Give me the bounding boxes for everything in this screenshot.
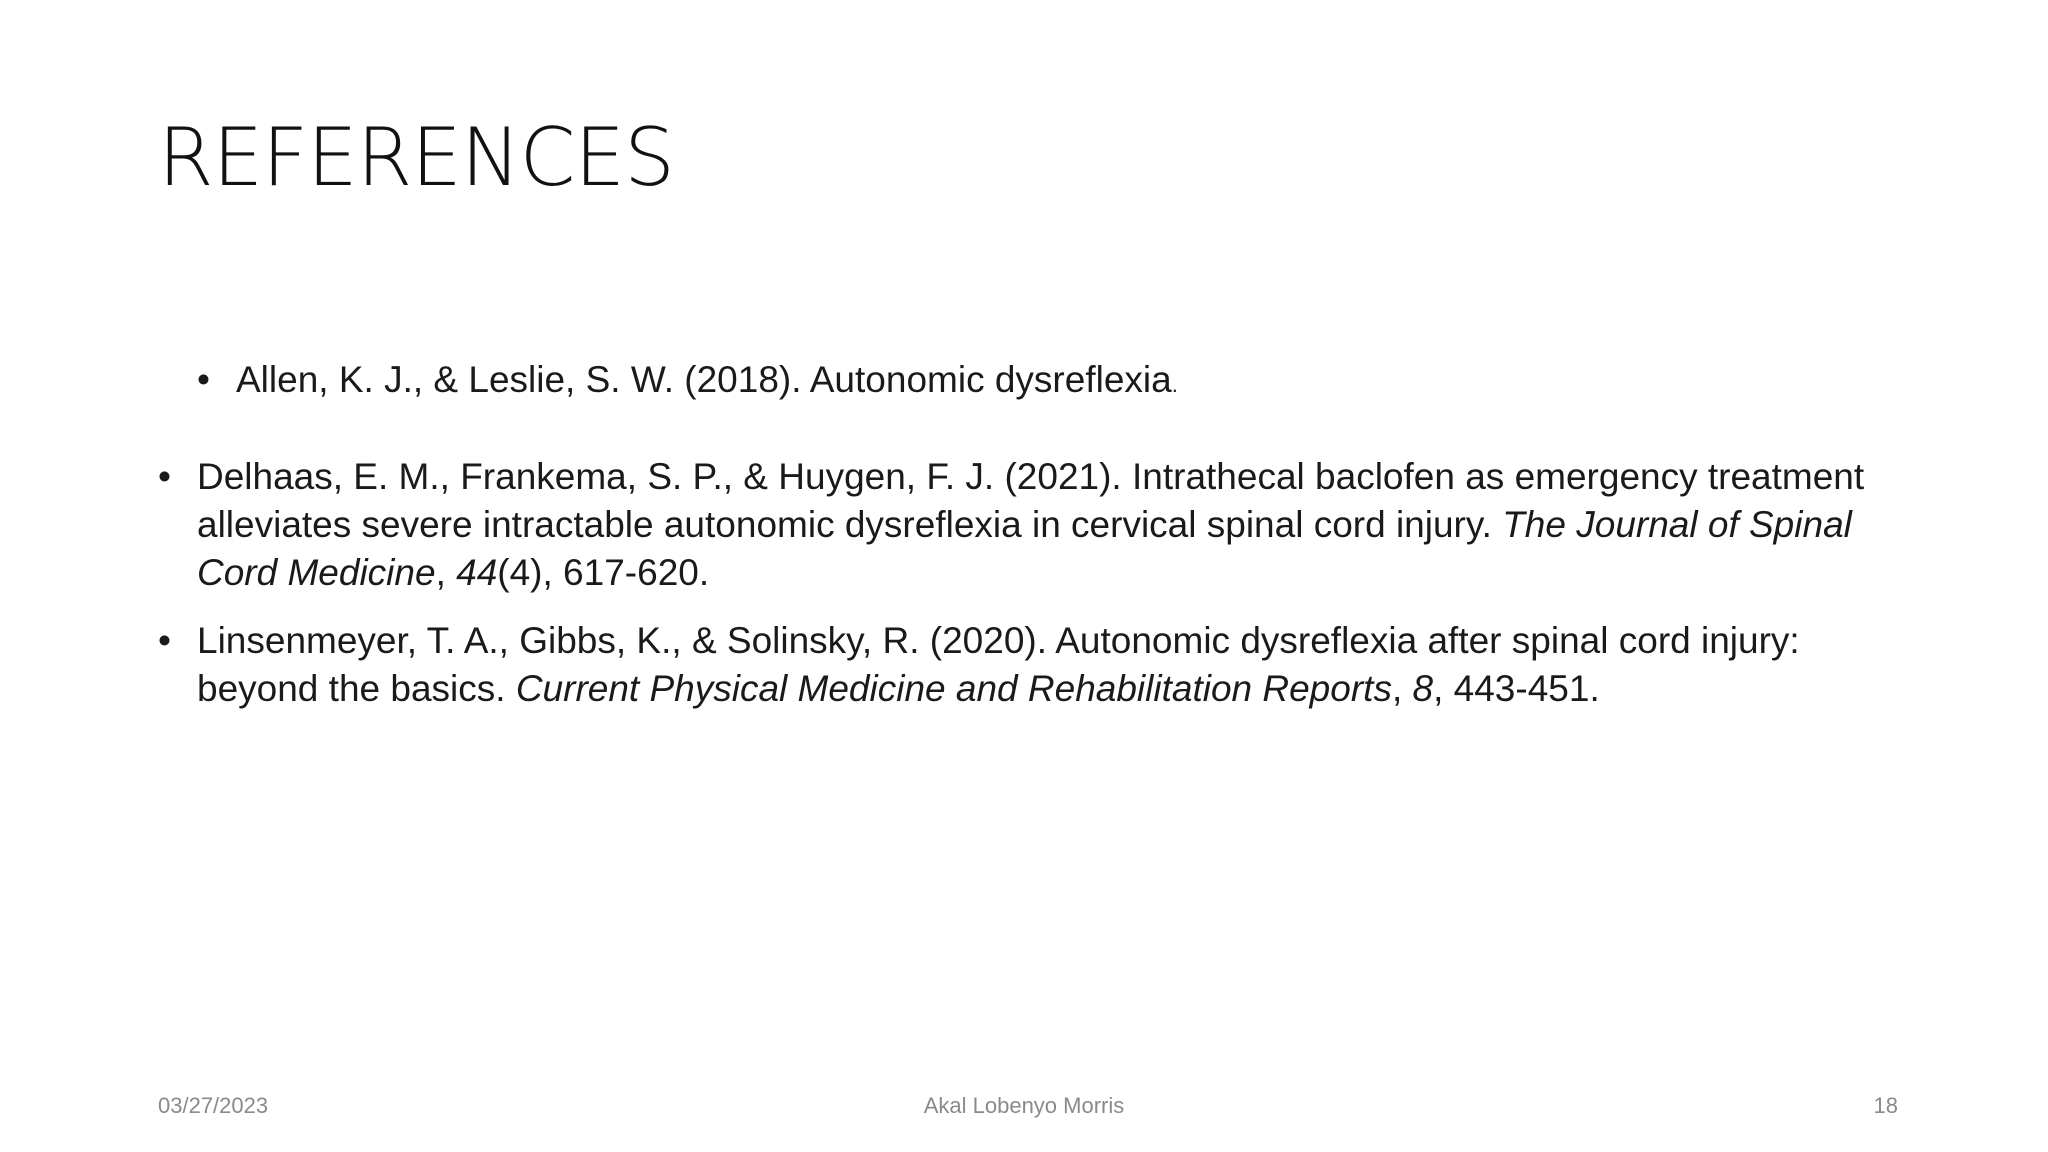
- reference-text: [197, 620, 1800, 709]
- bullet-icon: •: [197, 359, 210, 400]
- reference-volume: 44: [456, 552, 498, 593]
- reference-journal: The Journal of Spinal Cord Medicine: [197, 504, 1852, 593]
- slide-title: REFERENCES: [158, 111, 674, 204]
- footer-author: Akal Lobenyo Morris: [923, 1093, 1125, 1118]
- reference-text: [197, 456, 1864, 593]
- reference-text: [236, 359, 1178, 400]
- reference-separator: ,: [435, 552, 457, 593]
- reference-item-delhaas: [158, 453, 1898, 597]
- reference-item-linsenmeyer: [158, 617, 1898, 713]
- bullet-icon: •: [158, 456, 171, 497]
- reference-pages: , 443-451.: [1433, 668, 1600, 709]
- footer-page-number: 18: [1873, 1093, 1898, 1118]
- reference-volume: 8: [1412, 668, 1434, 709]
- reference-citation: Linsenmeyer, T. A., Gibbs, K., & Solinsky, R. (2020). Autonomic dysreflexia after spinal cord injury: beyond the basics.: [197, 620, 1800, 709]
- references-list: [158, 356, 1898, 733]
- reference-pages: (4), 617-620.: [497, 552, 710, 593]
- reference-trailing-period: .: [1171, 372, 1178, 397]
- bullet-icon: •: [158, 620, 171, 661]
- reference-citation: Allen, K. J., & Leslie, S. W. (2018). Autonomic dysreflexia: [236, 359, 1172, 400]
- reference-separator: ,: [1391, 668, 1413, 709]
- reference-citation: Delhaas, E. M., Frankema, S. P., & Huygen, F. J. (2021). Intrathecal baclofen as emergency treatment alleviates severe intractable autonomic dysreflexia in cervical spinal cord injury.: [197, 456, 1865, 545]
- reference-item-allen: [197, 356, 1898, 409]
- reference-journal: Current Physical Medicine and Rehabilitation Reports: [515, 668, 1392, 709]
- footer-date: 03/27/2023: [158, 1093, 269, 1118]
